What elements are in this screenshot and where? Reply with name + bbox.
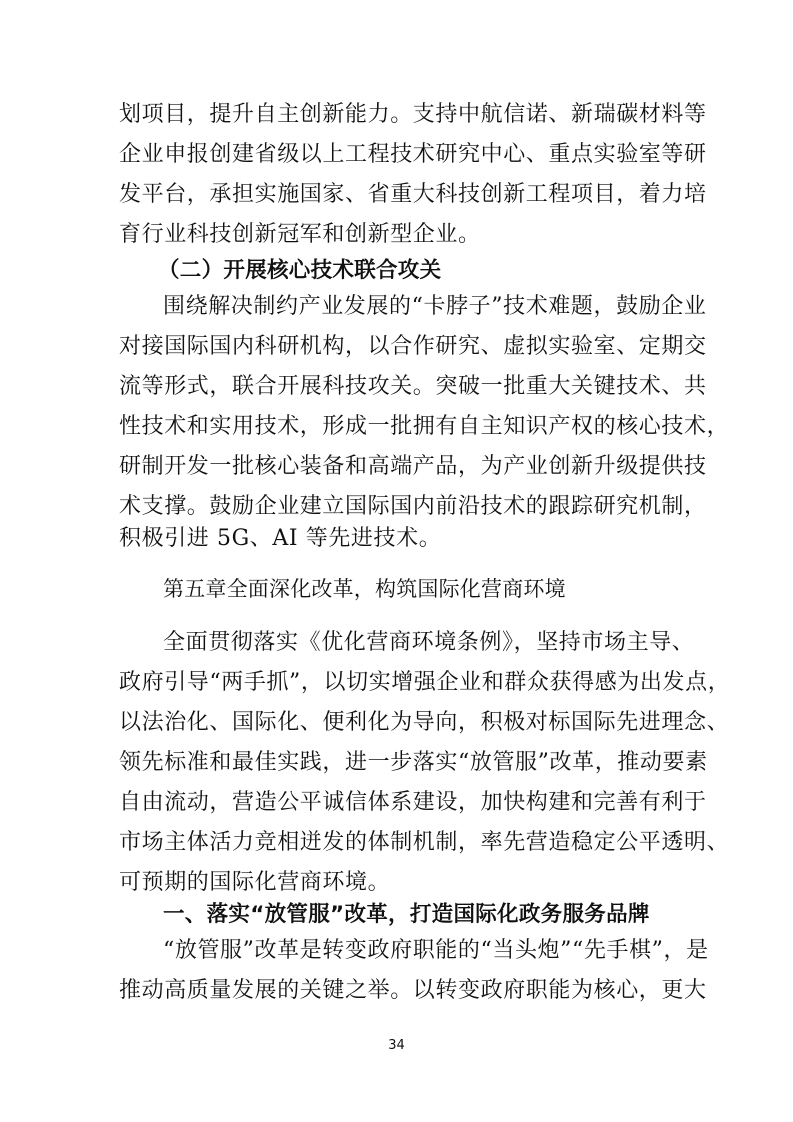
chapter-5-heading: 第五章全面深化改革，构筑国际化营商环境 — [163, 577, 566, 601]
paragraph-3-line-4: 领先标准和最佳实践，进一步落实“放管服”改革，推动要素 — [119, 750, 708, 775]
paragraph-2-line-2: 对接国际国内科研机构，以合作研究、虚拟实验室、定期交 — [119, 334, 707, 359]
paragraph-3-line-5: 自由流动，营造公平诚信体系建设，加快构建和完善有利于 — [119, 790, 707, 815]
paragraph-4-line-1: “放管服”改革是转变政府职能的“当头炮”“先手棋”，是 — [163, 938, 709, 963]
section-2-heading: （二）开展核心技术联合攻关 — [158, 258, 442, 283]
paragraph-1-line-2: 企业申报创建省级以上工程技术研究中心、重点实验室等研 — [119, 142, 707, 167]
paragraph-2-line-5: 研制开发一批核心装备和高端产品，为产业创新升级提供技 — [119, 454, 707, 479]
paragraph-2-line-6: 术支撑。鼓励企业建立国际国内前沿技术的跟踪研究机制， — [119, 494, 707, 519]
section-1-heading: 一、落实“放管服”改革，打造国际化政务服务品牌 — [163, 902, 650, 927]
paragraph-2-line-1: 围绕解决制约产业发展的“卡脖子”技术难题，鼓励企业 — [163, 294, 707, 319]
paragraph-1-line-3: 发平台，承担实施国家、省重大科技创新工程项目，着力培 — [119, 182, 707, 207]
paragraph-2-line-7: 积极引进 5G、AI 等先进技术。 — [119, 526, 442, 551]
paragraph-3-line-1: 全面贯彻落实《优化营商环境条例》，坚持市场主导、 — [163, 630, 695, 655]
paragraph-2-line-4: 性技术和实用技术，形成一批拥有自主知识产权的核心技术， — [119, 414, 730, 439]
paragraph-3-line-3: 以法治化、国际化、便利化为导向，积极对标国际先进理念、 — [119, 710, 730, 735]
paragraph-3-line-7: 可预期的国际化营商环境。 — [119, 870, 391, 895]
paragraph-1-line-4: 育行业科技创新冠军和创新型企业。 — [119, 222, 481, 247]
paragraph-2-line-3: 流等形式，联合开展科技攻关。突破一批重大关键技术、共 — [119, 374, 707, 399]
paragraph-1-line-1: 划项目，提升自主创新能力。支持中航信诺、新瑞碳材料等 — [119, 102, 707, 127]
paragraph-4-line-2: 推动高质量发展的关键之举。以转变政府职能为核心，更大 — [119, 978, 707, 1003]
paragraph-3-line-2: 政府引导“两手抓”，以切实增强企业和群众获得感为出发点， — [119, 670, 731, 695]
paragraph-3-line-6: 市场主体活力竞相迸发的体制机制，率先营造稳定公平透明、 — [119, 830, 730, 855]
page-number: 34 — [388, 1038, 405, 1053]
